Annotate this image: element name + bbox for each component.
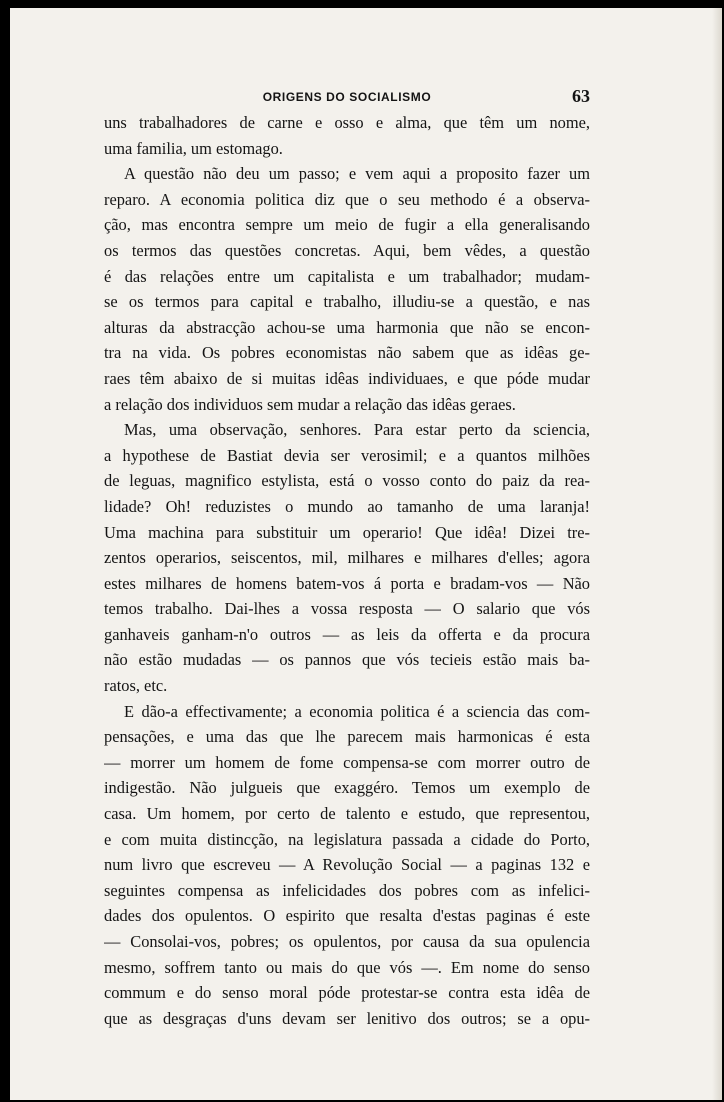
text-line: de leguas, magnifico estylista, está o vosso conto do paiz da rea- [104, 471, 590, 491]
text-line: commum e do senso moral póde protestar-se contra esta idêa de [104, 983, 590, 1003]
text-line: uns trabalhadores de carne e osso e alma, que têm um nome, [104, 113, 590, 132]
running-title: ORIGENS DO SOCIALISMO [262, 90, 432, 104]
text-line: temos trabalho. Dai-lhes a vossa resposta — O salario que vós [104, 599, 590, 619]
text-line: raes têm abaixo de si muitas idêas individuaes, e que póde mudar [104, 368, 590, 388]
text-line: dades dos opulentos. O espirito que resalta d'estas paginas é este [104, 906, 590, 926]
text-line: é das relações entre um capitalista e um trabalhador; mudam- [104, 266, 590, 286]
text-line: seguintes compensa as infelicidades dos pobres com as infelici- [104, 880, 590, 900]
text-line: num livro que escreveu — A Revolução Social — a paginas 132 e [104, 855, 590, 875]
text-line: ganhaveis ganham-n'o outros — as leis da offerta e da procura [104, 624, 590, 644]
text-line: ção, mas encontra sempre um meio de fugir a ella generalisando [104, 215, 590, 235]
text-line: pensações, e uma das que lhe parecem mais harmonicas é esta [104, 727, 590, 747]
text-line: que as desgraças d'uns devam ser lenitivo dos outros; se a opu- [104, 1008, 590, 1028]
text-line: — morrer um homem de fome compensa-se com morrer outro de [104, 752, 590, 772]
text-line: lidade? Oh! reduzistes o mundo ao tamanho de uma laranja! [104, 496, 590, 516]
text-line: reparo. A economia politica diz que o seu methodo é a observa- [104, 189, 590, 209]
text-line: ratos, etc. [104, 676, 168, 696]
text-line: casa. Um homem, por certo de talento e estudo, que representou, [104, 804, 590, 824]
text-line: indigestão. Não julgueis que exaggéro. Temos um exemplo de [104, 778, 590, 798]
text-line: Mas, uma observação, senhores. Para estar perto da sciencia, [124, 420, 590, 440]
text-line: os termos das questões concretas. Aqui, bem vêdes, a questão [104, 240, 590, 260]
text-line: alturas da abstracção achou-se uma harmonia que não se encon- [104, 317, 590, 337]
text-line: E dão-a effectivamente; a economia politica é a sciencia das com- [124, 701, 590, 721]
page-header [104, 84, 590, 106]
text-line: — Consolai-vos, pobres; os opulentos, por causa da sua opulencia [104, 932, 590, 951]
page-number: 63 [572, 86, 590, 106]
book-page [10, 8, 722, 1100]
text-line: a hypothese de Bastiat devia ser verosimil; e a quantos milhões [104, 445, 590, 465]
text-line: Uma machina para substituir um operario! Que idêa! Dizei tre- [104, 522, 590, 542]
body-text [104, 110, 590, 1031]
page-content [104, 84, 590, 1031]
text-line: zentos operarios, seiscentos, mil, milhares e milhares d'elles; agora [104, 548, 590, 568]
text-line: estes milhares de homens batem-vos á porta e bradam-vos — Não [104, 573, 590, 593]
scan-edge-shadow [712, 8, 722, 1100]
text-line: A questão não deu um passo; e vem aqui a proposito fazer um [124, 164, 590, 184]
text-line: a relação dos individuos sem mudar a relação das idêas geraes. [104, 394, 516, 414]
text-line: tra na vida. Os pobres economistas não sabem que as idêas ge- [104, 343, 590, 363]
text-line: não estão mudadas — os pannos que vós tecieis estão mais ba- [104, 650, 590, 670]
text-line: se os termos para capital e trabalho, illudiu-se a questão, e nas [104, 292, 590, 312]
text-line: e com muita distincção, na legislatura passada a cidade do Porto, [104, 829, 590, 849]
text-line: mesmo, soffrem tanto ou mais do que vós —. Em nome do senso [104, 957, 590, 977]
text-line: uma familia, um estomago. [104, 138, 283, 158]
